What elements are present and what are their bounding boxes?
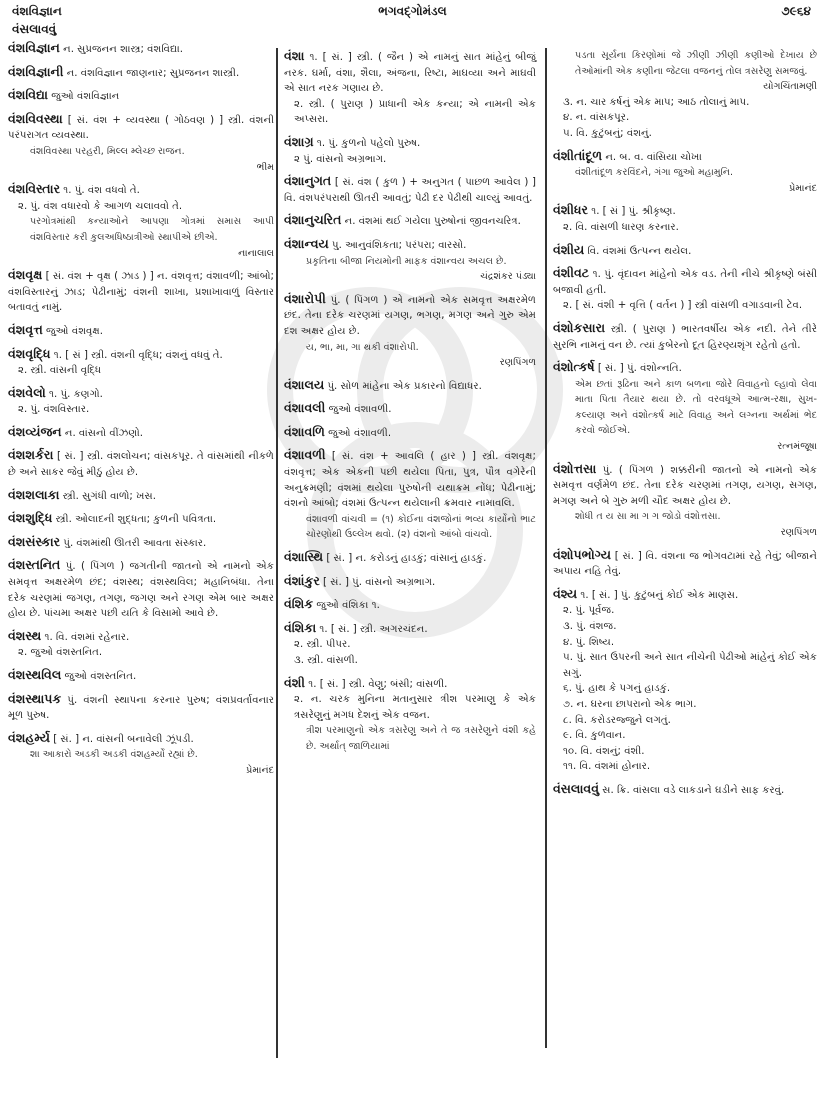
sense: ૨. વિ. વાંસળી ધારણ કરનાર. (563, 221, 679, 233)
citation-quote: ત્રીશ પરમાણુનો એક ત્રસરેણુ અને તે જ ત્રસરેણુને વંશી કહે છે. અર્થાત્ જાળિયામાં (306, 725, 536, 752)
definition: જુઓ વંશાવળી. (328, 404, 392, 416)
definition: જુઓ વંશવૃક્ષ. (46, 325, 104, 337)
dictionary-entry (284, 236, 536, 285)
sense: ૧૧. વિ. વંશમાં હોનાર. (563, 761, 651, 773)
definition: ૧. પું. વંશ વધવો તે. (63, 185, 140, 197)
dictionary-entry (284, 675, 536, 755)
headword: વંસલાવવું (553, 780, 600, 796)
headword: વંશવિજ્ઞાની (8, 63, 64, 79)
headword: વંશાવલી (284, 400, 326, 416)
definition: સ. ક્રિ. વાંસલા વડે લાકડાને ઘડીને સાફ કરવું. (602, 784, 785, 796)
citation-source: નાનાલાલ (238, 247, 274, 259)
dictionary-columns (0, 40, 825, 1099)
citation-source: પ્રેમાનંદ (246, 764, 274, 776)
sense: ૪. પું. શિષ્ય. (563, 636, 615, 648)
dictionary-entry (284, 573, 536, 591)
dictionary-entry (284, 212, 536, 230)
headword: વંશવેલો (8, 384, 46, 400)
headword: વંશોત્કર્ષ (553, 359, 595, 375)
dictionary-entry (8, 181, 274, 261)
sense: ૨. જુઓ વંશસ્તનિત. (18, 647, 103, 659)
definition: ૧. [ સં ] પું. શ્રીકૃષ્ણ. (591, 206, 676, 218)
headword: વંશોપભોગ્ય (553, 546, 612, 562)
dictionary-entry (8, 534, 274, 552)
dictionary-entry (8, 510, 274, 528)
citation-quote: પડતા સૂર્યના કિરણોમાં જે ઝીણી ઝીણી કણીઓ દેખાય છે તેઓમાંની એક કણીના જેટલા વજનનું તોલ ત્રસરેણુ સમજવું. (575, 50, 817, 77)
definition: સ્ત્રી. ( પુરાણ ) ભારતવર્ષીય એક નદી. તેને તીરે સુરભિ નામનું વન છે. ત્યાં કુબેરનો દૂત હિરણ્યશૃંગ રહેતો હતો. (553, 323, 817, 351)
column-middle (284, 48, 536, 761)
headword: વંશોકસારા (553, 319, 606, 335)
dictionary-entry (553, 320, 817, 353)
citation-quote: વંશવિવસ્થા પરહરી, મિલ્લ મ્લેચ્છ રાજન. (30, 145, 185, 157)
citation-quote: પરગોત્રમાંથી કન્યાઓને આપણા ગોત્રમાં સમાસ આપી વંશવિસ્તાર કરી કુલઅધિષ્ઠાત્રીઓ સ્થાપીએ છીએ. (30, 216, 274, 243)
dictionary-entry (8, 111, 274, 175)
sense: ૨. [ સં. વંશી + વૃત્તિ ( વર્તન ) ] સ્ત્રી વાંસળી વગાડવાની ટેવ. (563, 300, 803, 312)
citation-source: પ્રેમાનંદ (789, 182, 817, 194)
dictionary-entry (553, 547, 817, 580)
sense: ૧૦. વિ. વંશનું; વંશી. (563, 745, 645, 757)
dictionary-entry (553, 242, 817, 260)
headword: વંશવૃક્ષ (8, 267, 43, 283)
dictionary-entry (8, 40, 274, 58)
headword: વંશિક (284, 596, 314, 612)
dictionary-title: ભગવદ્ગોમંડલ (378, 4, 447, 18)
sense: ૯. વિ. કુળવાન. (563, 730, 626, 742)
definition: [ સં. વંશ + આવલિ ( હાર ) ] સ્ત્રી. વંશવૃક્ષ; વંશવૃત્ત; એક એકની પછી થયેલા પિતા, પુત્ર, પૌત્ર વગેરેની અનુક્રમણી; વંશમાં થયેલા પુરુષોની યથાક્રમ નોંધ; પેઢીનામું; વંશનો આંબો; વંશમાં ઉત્પન્ન થયેલાની ક્રમવાર નામાવલિ. (284, 451, 536, 510)
dictionary-entry (8, 87, 274, 105)
headword: વંશશલાકા (8, 486, 60, 502)
headword: વંશશર્કરા (8, 447, 54, 463)
sense: ૭. ન. ઘરના છાપરાનો એક ભાગ. (563, 698, 697, 710)
page-header (0, 0, 825, 22)
definition: પુ. આનુવંશિકતા; પરંપરા; વારસો. (332, 239, 467, 251)
definition: ૧. પું. વૃંદાવન માંહેનો એક વડ. તેની નીચે શ્રીકૃષ્ણે બંસી બજાવી હતી. (553, 269, 817, 296)
headword: વંશાંકુર (284, 572, 320, 588)
definition: ન. વાંસનો વીંઝણો. (64, 427, 144, 439)
dictionary-entry (8, 385, 274, 418)
citation-quote: વંશાવળી વાંચવી = (૧) કોઈના વંશજોનાં ભવ્ય કાર્યોનો ભાટ ચોરણોથી ઉલ્લેખ થવો. (૨) વંશનો આંબો વાંચવો. (306, 513, 536, 541)
citation-quote: વંશીતાંદૂળ કરવિંદને, ગંગા જુઓ મહામુનિ. (575, 167, 734, 179)
definition: ૧. [ સં. ] સ્ત્રી. વેણુ; બંસી; વાંસળી. (308, 678, 448, 690)
headword: વંશિકા (284, 619, 317, 635)
dictionary-entry (553, 48, 817, 142)
left-guide-word: વંશવિજ્ઞાન (12, 4, 62, 18)
sense: ૨. પું. પૂર્વજ. (563, 605, 615, 617)
citation-quote: પ્રકૃતિના બીજા નિયમોની માફક વંશાન્વય અચલ છે. (306, 255, 507, 267)
dictionary-entry (284, 48, 536, 128)
headword: વંશહર્મ્ય (8, 729, 50, 745)
definition: ૧. પું. કણગો. (49, 388, 103, 400)
definition: વિ. વંશમાં ઉત્પન્ન થયેલ. (587, 245, 692, 257)
headword: વંશસ્તનિત (8, 557, 61, 573)
citation-quote: એમ છતાં રૂઢિના અને કાળ બળના જોરે વિવાહનો લ્હાવો લેવા માતા પિતા તૈયાર થયા છે. તો વરવધૂએ આત્મ-રક્ષા, સુખ-કલ્યાણ અને વંશોત્કર્ષ માટે વિવાહ અને લગ્નના અર્થમાં ભેદ કરવો જોઈએ. (575, 378, 817, 437)
headword: વંશોત્તસા (553, 460, 597, 476)
citation-quote: શા આકારો અડકી અડકી વંશહર્મ્યો રહ્યાં છે. (30, 749, 198, 761)
dictionary-entry (8, 691, 274, 724)
definition: જુઓ વંશવિજ્ઞાન (51, 91, 120, 103)
sense: ૩. ન. ચાર કર્ષનું એક માપ; આઠ તોલાનું માપ. (563, 96, 750, 108)
definition: ન. બ. વ. વાંસિયા ચોખા (605, 151, 702, 163)
sense: ૮. વિ. કરોડરજ્જુને લગતું. (563, 714, 671, 726)
headword: વંશાગ્ર (284, 133, 314, 149)
definition: પું. ( પિંગળ ) શક્કરીની જાતનો એ નામનો એક સમવૃત્ત વર્ણમેળ છંદ. તેના દરેક ચરણમાં તગણ, યગણ, સગણ, મગણ અને બે ગુરુ મળી ચૌદ અક્ષર હોય છે. (553, 464, 817, 507)
citation-source: રણપિંગળ (499, 357, 536, 369)
definition: [ સં. વંશ + વૃક્ષ ( ઝાડ ) ] ન. વંશવૃત્ત; વંશાવળી; આંબો; વંશવિસ્તારનું ઝાડ; પેઢીનામું; વંશની શાખા, પ્રશાખાવાળું વિસ્તાર બતાવતું નામું. (8, 271, 274, 314)
sense: ૨. પું. વંશવિસ્તાર. (18, 404, 90, 416)
headword: વંશવ્યંજન (8, 423, 62, 439)
headword: વંશવૃદ્ધિ (8, 345, 51, 361)
definition: ૧. [ સં ] સ્ત્રી. વંશની વૃદ્ધિ; વંશનું વધવું તે. (53, 349, 223, 361)
headword: વંશીધર (553, 202, 588, 218)
dictionary-entry (8, 557, 274, 621)
definition: [ સં. ] પું. વાંસનો અગ્રભાગ. (323, 576, 436, 588)
headword: વંશશુદ્ધિ (8, 510, 53, 526)
dictionary-entry (8, 447, 274, 480)
citation-source: રત્નમંજૂષા (777, 441, 817, 453)
headword: વંશવિદ્યા (8, 87, 48, 103)
definition: [ સં. ] ન. કરોડનું હાડકું; વાંસાનું હાડકું. (326, 553, 487, 565)
dictionary-entry (8, 346, 274, 379)
definition: પું. વંશની સ્થાપના કરનાર પુરુષ; વંશપ્રવર્તાવનાર મૂળ પુરુષ. (8, 694, 274, 722)
sense: ૨. પું. વંશ વધારવો કે આગળ ચલાવવો તે. (18, 200, 183, 212)
column-left (8, 40, 274, 785)
definition: ૧. વિ. વંશમાં રહેનાર. (44, 631, 130, 643)
headword: વંશાવળી (284, 447, 326, 463)
definition: ૧. [ સં. ] સ્ત્રી. ( જૈન ) એ નામનું સાત માંહેનું બીજું નરક. ઘર્મા, વંશા, શૈલા, અંજના, રિષ્ટા, માઘવ્યા અને માઘવી એ સાત નરક ગણાય છે. (284, 52, 536, 95)
dictionary-entry (284, 377, 536, 395)
dictionary-entry (553, 202, 817, 235)
dictionary-entry (284, 400, 536, 418)
headword: વંશા (284, 48, 305, 63)
definition: [ સં. ] પું. વંશોન્નતિ. (597, 363, 682, 375)
definition: [ સં. ] વિ. વંશના જ ભોગવટામાં રહે તેવું; બીજાને અપાય નહિ તેવું. (553, 550, 817, 578)
definition: ન. વંશવિજ્ઞાન જાણનાર; સુપ્રજનન શાસ્ત્રી. (66, 67, 240, 79)
definition: જુઓ વંશાવળી. (328, 427, 392, 439)
dictionary-entry (8, 424, 274, 442)
headword: વંશવિસ્તાર (8, 181, 61, 197)
definition: ન. વંશમાં થઈ ગયેલા પુરુષોનાં જીવનચરિત્ર. (344, 216, 521, 228)
definition: ૧. [ સં. ] સ્ત્રી. અગરચંદન. (319, 623, 428, 635)
sense: ૩. સ્ત્રી. વાંસળી. (294, 655, 358, 666)
citation-source: ભીમ (256, 161, 274, 173)
dictionary-entry (284, 134, 536, 167)
citation-source: ચંદ્રશંકર પંડ્યા (480, 271, 536, 283)
headword: વંશસ્થવિલ (8, 667, 62, 682)
dictionary-entry (553, 461, 817, 541)
headword: વંશવિવસ્થા (8, 110, 63, 126)
definition: ૧. [ સં. ] પું. કુટુંબનું કોઈ એક માણસ. (580, 589, 739, 601)
headword: વંશાનુગત (284, 173, 332, 189)
headword: વંશી (284, 674, 306, 690)
definition: [ સં. વંશ + વ્યવસ્થા ( ગોઠવણ ) ] સ્ત્રી. વંશની પરંપરાગત વ્યવસ્થા. (8, 114, 274, 142)
dictionary-entry (284, 424, 536, 442)
dictionary-entry (8, 322, 274, 340)
dictionary-entry (284, 549, 536, 567)
dictionary-entry (8, 628, 274, 661)
citation-quote: શોધી ત ય સા મા ગ ગ જોડો વંશોત્તસા. (575, 511, 721, 523)
definition: ન. સુપ્રજનન શાસ્ત્ર; વંશવિદ્યા. (63, 44, 183, 55)
dictionary-entry (8, 487, 274, 505)
headword: વંશીય (553, 241, 585, 257)
dictionary-entry (553, 265, 817, 314)
dictionary-entry (8, 730, 274, 779)
dictionary-entry (8, 267, 274, 316)
citation-source: રણપિંગળ (780, 527, 817, 539)
headword: વંશીવટ (553, 265, 590, 281)
sense: ૬. પું. હાથ કે પગનું હાડકું. (563, 683, 671, 695)
definition: [ સં. વંશ ( કુળ ) + અનુગત ( પાછળ આવેલ ) ] વિ. વંશપરંપરાથી ઊતરી આવતું; પેઢી દર પેઢીથી ચાલ્યું આવતું. (284, 177, 536, 204)
headword: વંશાન્વય (284, 235, 329, 251)
definition: [ સં. ] સ્ત્રી. વંશલોચન; વાંસકપૂર. તે વાંસમાંથી નીકળે છે અને સાકર જેવું મીઠું હોય છે. (8, 451, 274, 479)
right-guide-word: વંસલાવવું (12, 22, 57, 36)
definition: પું. સોળ માંહેના એક પ્રકારનો વિદ્યાધર. (327, 380, 482, 392)
sense: ૫. પું. સાત ઉપરની અને સાત નીચેની પેઢીઓ માંહેનું કોઈ એક સગું. (563, 652, 817, 679)
sense: ૨. સ્ત્રી. પીપર. (294, 639, 351, 651)
headword: વંશસ્થ (8, 627, 42, 643)
dictionary-entry (553, 781, 817, 799)
dictionary-entry (8, 667, 274, 685)
headword: વંશાનુચરિત (284, 212, 342, 228)
dictionary-entry (8, 64, 274, 82)
dictionary-entry (553, 359, 817, 455)
definition: સ્ત્રી. સુગંધી વાળો; ખસ. (62, 490, 156, 502)
definition: સ્ત્રી. ઓલાદની શુદ્ધતા; કુળની પવિત્રતા. (55, 514, 217, 526)
headword: વંશવૃત્ત (8, 321, 43, 337)
dictionary-entry (553, 586, 817, 775)
sense: ૫. વિ. કુટુંબનું; વંશનું. (563, 127, 652, 139)
dictionary-entry (284, 447, 536, 543)
headword: વંશ્ય (553, 585, 578, 601)
headword: વંશીતાંદૂળ (553, 147, 603, 163)
dictionary-entry (553, 148, 817, 197)
sense: ૨. સ્ત્રી. ( પુરાણ ) પ્રાધાની એક કન્યા; એ નામની એક અપ્સરા. (294, 98, 536, 126)
definition: [ સં. ] ન. વાંસની બનાવેલી ઝૂંપડી. (53, 733, 194, 745)
dictionary-entry (284, 173, 536, 206)
dictionary-entry (284, 596, 536, 614)
sense: ૨. ન. ચરક મુનિના મતાનુસાર ત્રીશ પરમાણુ કે એક ત્રસરેણુનું મગધ દેશનું એક વજન. (294, 694, 536, 721)
headword: વંશાલય (284, 376, 325, 392)
sense: ૨. સ્ત્રી. વાંસની વૃદ્ધિ (18, 365, 102, 377)
headword: વંશસ્થાપક (8, 690, 62, 706)
dictionary-entry (284, 620, 536, 669)
definition: જુઓ વંશસ્તનિત. (64, 671, 137, 682)
definition: ૧. પું. કુળનો પહેલો પુરુષ. (316, 137, 421, 149)
headword: વંશારોપી (284, 290, 326, 306)
headword: વંશાવળિ (284, 423, 325, 439)
definition: જુઓ વંશિકા ૧. (316, 600, 380, 612)
definition: પું. ( પિંગળ ) એ નામનો એક સમવૃત્ત અક્ષરમેળ છંદ. તેના દરેક ચરણમાં યગણ, ભગણ, મગણ અને ગુરુ એમ દશ અક્ષર હોય છે. (284, 294, 536, 337)
dictionary-entry (284, 291, 536, 371)
citation-quote: ય, ભા, મા, ગા થકી વંશારોપી. (306, 341, 419, 353)
headword: વંશાસ્થિ (284, 549, 324, 565)
definition: પું. વંશમાંથી ઊતરી આવતા સંસ્કાર. (63, 537, 207, 549)
citation-source: યોગચિંતામણી (763, 81, 817, 93)
headword: વંશવિજ્ઞાન (8, 40, 60, 55)
sense: ૩. પું. વંશજ. (563, 621, 617, 632)
column-right (553, 48, 817, 805)
sense: ૪. ન. વાંસકપૂર. (563, 112, 630, 124)
sense: ૨ પું. વાંસનો અગ્રભાગ. (294, 153, 387, 165)
definition: પું. ( પિંગળ ) જગતીની જાતનો એ નામનો એક સમવૃત્ત અક્ષરમેળ છંદ; વંશસ્થ; વંશસ્થવિલ; મહાનિબંધા. તેના દરેક ચરણમાં જગણ, તગણ, જગણ અને રગણ એમ બાર અક્ષર હોય છે. પાંચમા અક્ષર પછી યતિ કે વિસામો આવે છે. (8, 561, 274, 620)
headword: વંશસંસ્કાર (8, 533, 61, 549)
page-number: ૭૯૬૪ (781, 4, 811, 18)
